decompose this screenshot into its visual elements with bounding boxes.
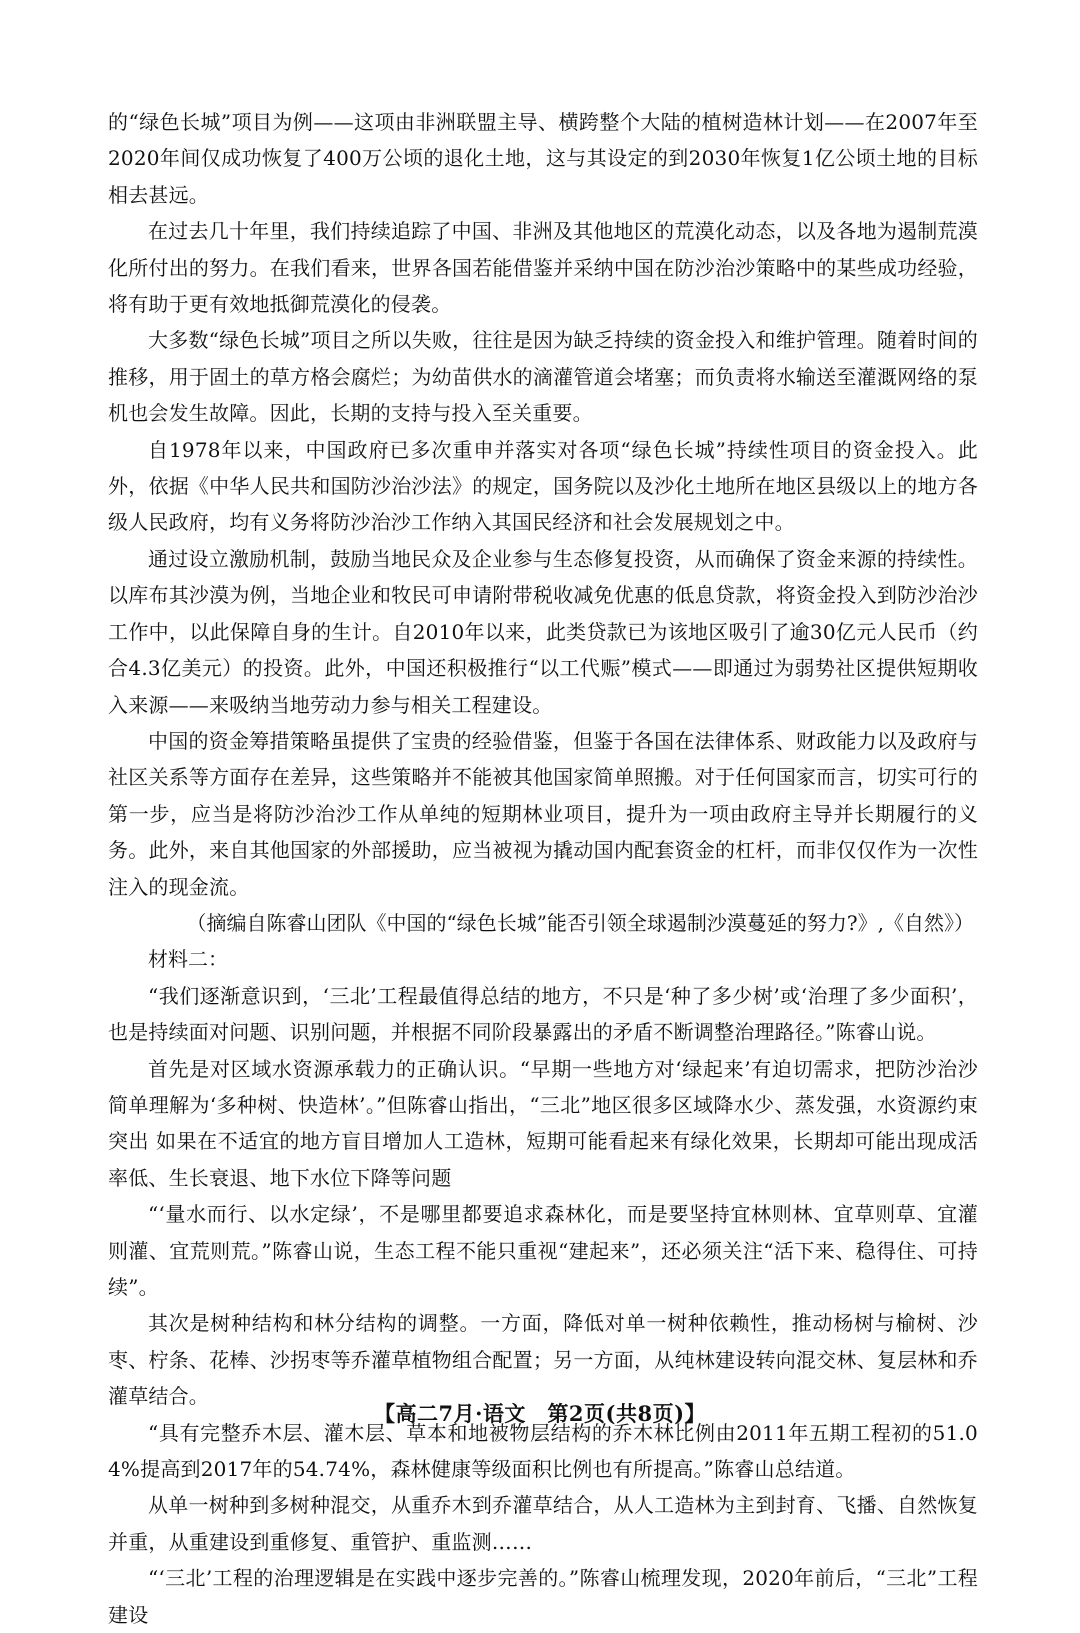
paragraph: “我们逐渐意识到，‘三北’工程最值得总结的地方，不只是‘种了多少树’或‘治理了多少面积’，也是持续面对问题、识别问题，并根据不同阶段暴露出的矛盾不断调整治理路径。”陈睿山说。 <box>108 983 978 1045</box>
paragraph: 的“绿色长城”项目为例——这项由非洲联盟主导、横跨整个大陆的植树造林计划——在2007年至2020年间仅成功恢复了400万公顷的退化土地，这与其设定的到2030年恢复1亿公顷土地的目标相去甚远。 <box>108 110 978 207</box>
paragraph: 中国的资金筹措策略虽提供了宝贵的经验借鉴，但鉴于各国在法律体系、财政能力以及政府与社区关系等方面存在差异，这些策略并不能被其他国家简单照搬。对于任何国家而言，切实可行的第一步，应当是将防沙治沙工作从单纯的短期林业项目，提升为一项由政府主导并长期履行的义务。此外，来自其他国家的外部援助，应当被视为撬动国内配套资金的杠杆，而非仅仅作为一次性注入的现金流。 <box>108 728 978 899</box>
material-heading: 材料二： <box>148 947 228 972</box>
paragraph: “‘三北’工程的治理逻辑是在实践中逐步完善的。”陈睿山梳理发现，2020年前后，“三北”工程建设 <box>108 1566 978 1627</box>
paragraph: “具有完整乔木层、灌木层、草本和地被物层结构的乔木林比例由2011年五期工程初的51.04%提高到2017年的54.74%，森林健康等级面积比例也有所提高。”陈睿山总结道。 <box>108 1420 978 1482</box>
paragraph: “‘量水而行、以水定绿’，不是哪里都要追求森林化，而是要坚持宜林则林、宜草则草、宜灌则灌、宜荒则荒。”陈睿山说，生态工程不能只重视“建起来”，还必须关注“活下来、稳得住、可持续”。 <box>108 1202 978 1299</box>
paragraph: 从单一树种到多树种混交，从重乔木到乔灌草结合，从人工造林为主到封育、飞播、自然恢复并重，从重建设到重修复、重管护、重监测…… <box>108 1493 978 1554</box>
page-footer: 【高二7月·语文 第2页(共8页)】 <box>373 1401 707 1426</box>
paragraph: 首先是对区域水资源承载力的正确认识。“早期一些地方对‘绿起来’有迫切需求，把防沙治沙简单理解为‘多种树、快造林’。”但陈睿山指出，“三北”地区很多区域降水少、蒸发强，水资源约束突出 如果在不适宜的地方盲目增加人工造林，短期可能看起来有绿化效果，长期却可能出现成活率低、生长衰退、地下水位下降等问题 <box>108 1056 978 1190</box>
paragraph: 在过去几十年里，我们持续追踪了中国、非洲及其他地区的荒漠化动态，以及各地为遏制荒漠化所付出的努力。在我们看来，世界各国若能借鉴并采纳中国在防沙治沙策略中的某些成功经验，将有助于更有效地抵御荒漠化的侵袭。 <box>108 219 978 317</box>
paragraph: 大多数“绿色长城”项目之所以失败，往往是因为缺乏持续的资金投入和维护管理。随着时间的推移，用于固土的草方格会腐烂；为幼苗供水的滴灌管道会堵塞；而负责将水输送至灌溉网络的泵机也会发生故障。因此，长期的支持与投入至关重要。 <box>108 328 978 426</box>
source-citation: （摘编自陈睿山团队《中国的“绿色长城”能否引领全球遏制沙漠蔓延的努力?》,《自然》） <box>186 910 974 935</box>
paragraph: 其次是树种结构和林分结构的调整。一方面，降低对单一树种依赖性，推动杨树与榆树、沙枣、柠条、花棒、沙拐枣等乔灌草植物组合配置；另一方面，从纯林建设转向混交林、复层林和乔灌草结合。 <box>108 1311 978 1409</box>
paragraph: 通过设立激励机制，鼓励当地民众及企业参与生态修复投资，从而确保了资金来源的持续性。以库布其沙漠为例，当地企业和牧民可申请附带税收减免优惠的低息贷款，将资金投入到防沙治沙工作中，以此保障自身的生计。自2010年以来，此类贷款已为该地区吸引了逾30亿元人民币（约合4.3亿美元）的投资。此外，中国还积极推行“以工代赈”模式——即通过为弱势社区提供短期收入来源——来吸纳当地劳动力参与相关工程建设。 <box>108 546 978 717</box>
paragraph: 自1978年以来，中国政府已多次重申并落实对各项“绿色长城”持续性项目的资金投入。此外，依据《中华人民共和国防沙治沙法》的规定，国务院以及沙化土地所在地区县级以上的地方各级人民政府，均有义务将防沙治沙工作纳入其国民经济和社会发展规划之中。 <box>108 437 978 535</box>
